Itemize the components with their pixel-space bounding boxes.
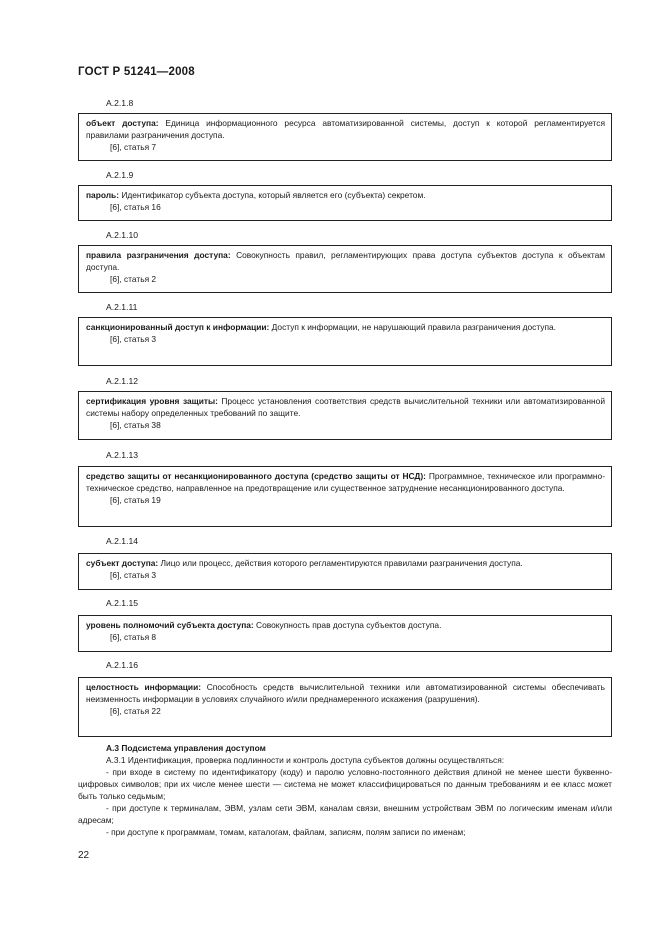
definition: Совокупность правил, регламентирующих права доступа субъектов доступа к объектам доступа. — [86, 250, 605, 272]
definition-box — [78, 185, 612, 221]
definition: Способность средств вычислительной техники или автоматизированной системы обеспечивать неизменность информации в условиях случайного и/или преднамеренного искажения (разрушения). — [86, 682, 605, 704]
definition-box — [78, 245, 612, 293]
source-reference: [6], статья 16 — [110, 202, 161, 212]
term: санкционированный доступ к информации: — [86, 322, 270, 332]
entry-number: А.2.1.14 — [106, 536, 139, 546]
definition-text — [86, 681, 605, 705]
definition-box — [78, 317, 612, 366]
source-reference: [6], статья 3 — [110, 334, 157, 344]
source-reference: [6], статья 19 — [110, 495, 161, 505]
source-reference: [6], статья 22 — [110, 706, 161, 716]
definition: Совокупность прав доступа субъектов доступа. — [253, 620, 442, 630]
entry-number: А.2.1.12 — [106, 376, 139, 386]
term: целостность информации: — [86, 682, 202, 692]
term: средство защиты от несанкционированного доступа (средство защиты от НСД): — [86, 471, 426, 481]
definition-text — [86, 619, 605, 631]
entry-number: А.2.1.9 — [106, 170, 134, 180]
source-reference: [6], статья 2 — [110, 274, 157, 284]
source-reference: [6], статья 7 — [110, 142, 157, 152]
definition: Доступ к информации, не нарушающий правила разграничения доступа. — [269, 322, 556, 332]
definition: Единица информационного ресурса автоматизированной системы, доступ к которой регламентируется правилами разграничения доступа. — [86, 118, 606, 140]
entry-number: А.2.1.11 — [106, 302, 138, 312]
source-reference: [6], статья 3 — [110, 570, 157, 580]
term: пароль: — [86, 190, 119, 200]
section-a3 — [78, 742, 612, 838]
term: правила разграничения доступа: — [86, 250, 231, 260]
definition-box — [78, 466, 612, 527]
document-header: ГОСТ Р 51241—2008 — [78, 66, 195, 78]
term: уровень полномочий субъекта доступа: — [86, 620, 254, 630]
list-item: - при входе в систему по идентификатору (коду) и паролю условно-постоянного действия длиной не менее шести буквенно-цифровых символов; при их числе менее шести — система не может классифицироваться по данным требованиям и ее класс может быть только седьмым; — [78, 767, 612, 801]
source-reference: [6], статья 38 — [110, 420, 161, 430]
entry-number: А.2.1.13 — [106, 450, 139, 460]
definition-text — [86, 249, 605, 273]
paragraph: А.3.1 Идентификация, проверка подлинности и контроль доступа субъектов должны осуществляться: — [106, 755, 505, 765]
list-item: - при доступе к терминалам, ЭВМ, узлам сети ЭВМ, каналам связи, внешним устройствам ЭВМ по логическим именам и/или адресам; — [78, 803, 612, 825]
entry-number: А.2.1.8 — [106, 98, 134, 108]
definition-text — [86, 557, 605, 569]
definition-box — [78, 615, 612, 652]
definition-text — [86, 470, 605, 494]
entry-number: А.2.1.10 — [106, 230, 139, 240]
term: субъект доступа: — [86, 558, 159, 568]
definition: Программное, техническое или программно-техническое средство, направленное на предотвращение или существенное затруднение несанкционированного доступа. — [86, 471, 605, 493]
definition-box — [78, 113, 612, 161]
definition-text — [86, 189, 605, 201]
definition: Процесс установления соответствия средств вычислительной техники или автоматизированной системы набору определенных требований по защите. — [86, 396, 605, 418]
term: объект доступа: — [86, 118, 159, 128]
source-reference: [6], статья 8 — [110, 632, 157, 642]
definition-box — [78, 391, 612, 440]
definition-text — [86, 117, 605, 141]
entry-number: А.2.1.16 — [106, 660, 139, 670]
definition: Идентификатор субъекта доступа, который является его (субъекта) секретом. — [119, 190, 426, 200]
definition-box — [78, 553, 612, 590]
definition-text — [86, 395, 605, 419]
term: сертификация уровня защиты: — [86, 396, 218, 406]
list-item: - при доступе к программам, томам, каталогам, файлам, записям, полям записи по именам; — [106, 827, 466, 837]
section-title: А.3 Подсистема управления доступом — [106, 743, 266, 753]
page-number: 22 — [78, 850, 90, 861]
definition: Лицо или процесс, действия которого регламентируются правилами разграничения доступа. — [158, 558, 523, 568]
entry-number: А.2.1.15 — [106, 598, 139, 608]
definition-box — [78, 677, 612, 737]
definition-text — [86, 321, 605, 333]
